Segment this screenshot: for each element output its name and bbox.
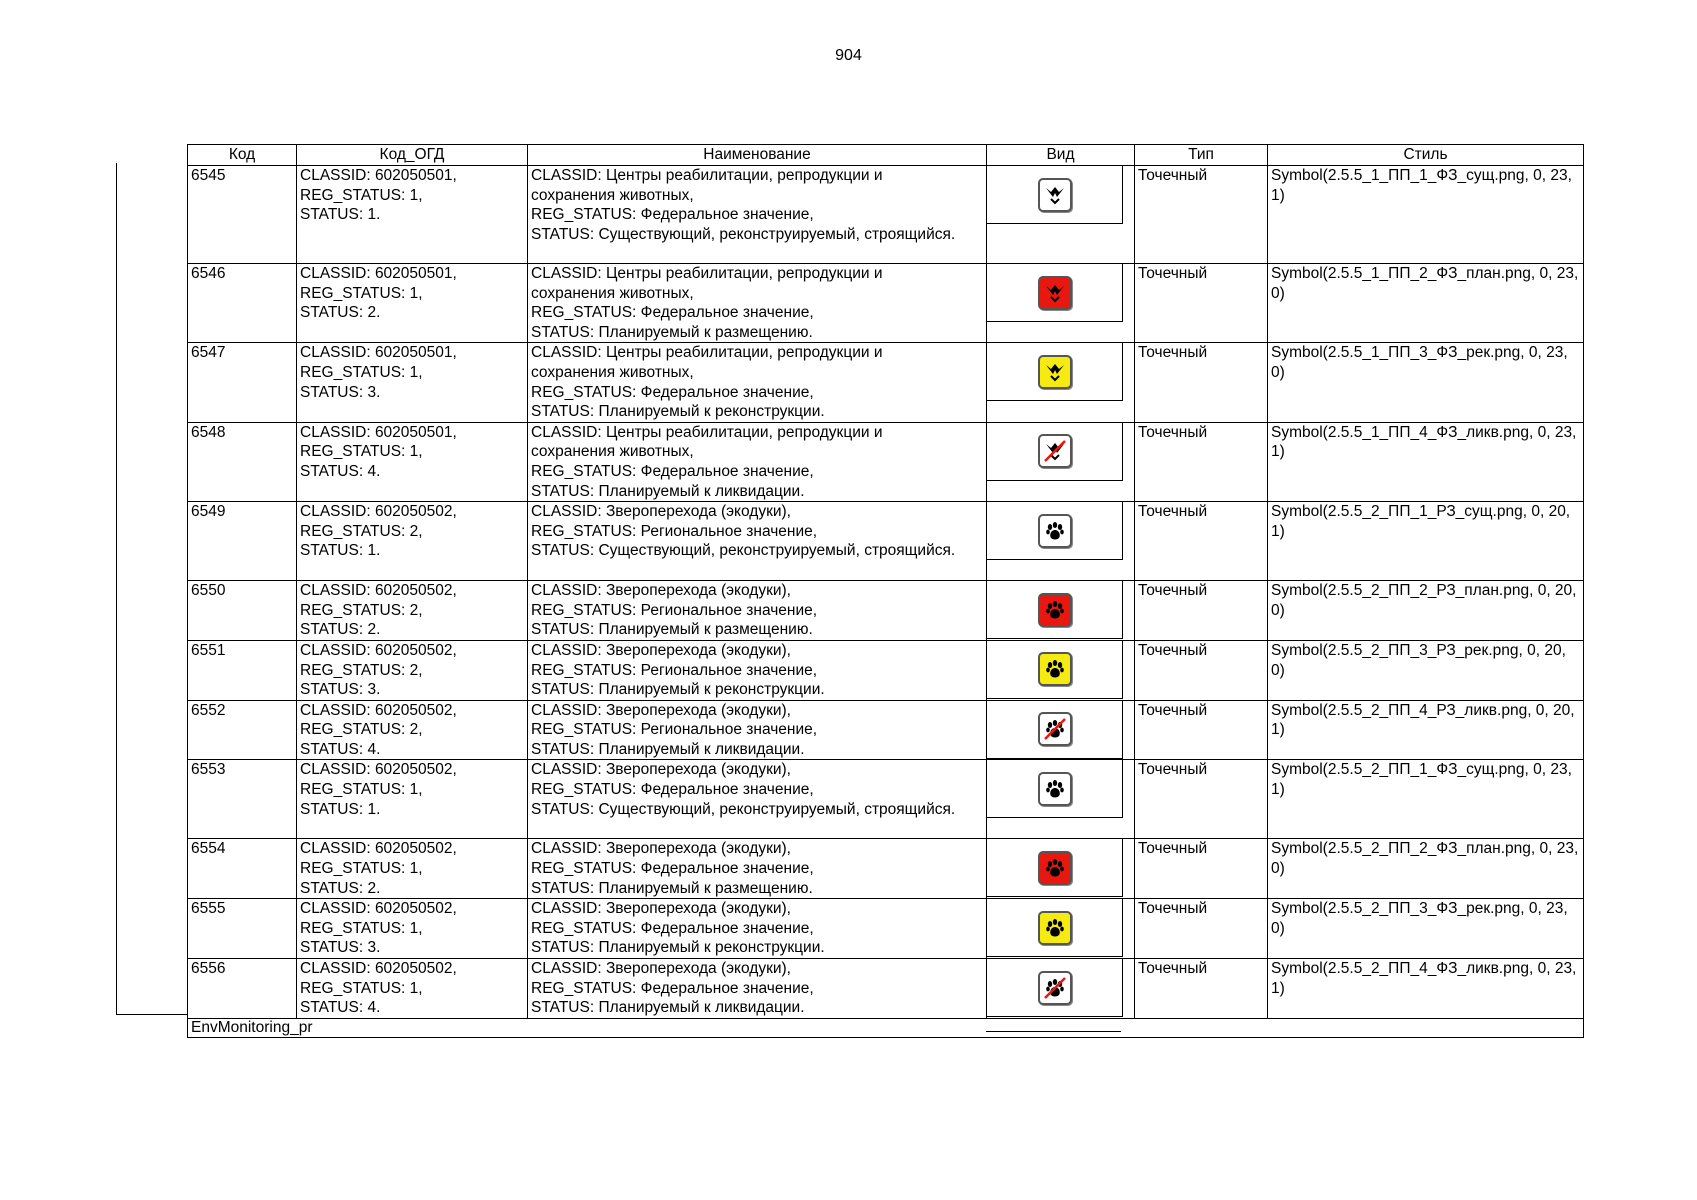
row-code: 6555: [188, 899, 297, 959]
row-type: Точечный: [1135, 760, 1268, 839]
row-style: Symbol(2.5.5_2_ПП_4_ФЗ_ликв.png, 0, 23, 1): [1268, 959, 1584, 1019]
row-type: Точечный: [1135, 343, 1268, 422]
margin-rule-horizontal: [116, 1014, 188, 1015]
row-code: 6549: [188, 502, 297, 581]
row-style: Symbol(2.5.5_1_ПП_4_ФЗ_ликв.png, 0, 23, 1): [1268, 422, 1584, 501]
page-number: 904: [835, 47, 862, 64]
row-code: 6551: [188, 640, 297, 700]
row-ogd-code: CLASSID: 602050501, REG_STATUS: 1, STATUS: 3.: [297, 343, 528, 422]
bird-icon: [1038, 178, 1072, 212]
row-code: 6554: [188, 839, 297, 899]
row-view: [987, 959, 1135, 1019]
row-view: [987, 502, 1135, 581]
row-type: Точечный: [1135, 899, 1268, 959]
row-view: [987, 343, 1135, 422]
paw-icon: [1038, 851, 1072, 885]
row-type: Точечный: [1135, 959, 1268, 1019]
row-name: CLASSID: Звероперехода (экодуки), REG_STATUS: Федеральное значение, STATUS: Существующий, реконструируемый, строящийся.: [528, 760, 987, 839]
symbol-frame: [987, 501, 1123, 560]
symbol-frame: [987, 759, 1123, 818]
symbol-frame: [987, 422, 1123, 481]
symbol-frame: [987, 580, 1123, 639]
row-name: CLASSID: Звероперехода (экодуки), REG_STATUS: Региональное значение, STATUS: Планируемый к размещению.: [528, 581, 987, 641]
table-header-row: [188, 145, 1584, 166]
symbol-registry-table: [187, 144, 1584, 1038]
row-style: Symbol(2.5.5_2_ПП_4_РЗ_ликв.png, 0, 20, 1): [1268, 700, 1584, 760]
row-name: CLASSID: Центры реабилитации, репродукции и сохранения животных, REG_STATUS: Федеральное значение, STATUS: Планируемый к размещению.: [528, 264, 987, 343]
row-code: 6547: [188, 343, 297, 422]
table-row: [188, 839, 1584, 899]
row-ogd-code: CLASSID: 602050502, REG_STATUS: 2, STATUS: 2.: [297, 581, 528, 641]
table-row: [188, 700, 1584, 760]
row-name: CLASSID: Звероперехода (экодуки), REG_STATUS: Региональное значение, STATUS: Планируемый к реконструкции.: [528, 640, 987, 700]
row-type: Точечный: [1135, 839, 1268, 899]
row-name: CLASSID: Центры реабилитации, репродукции и сохранения животных, REG_STATUS: Федеральное значение, STATUS: Планируемый к реконструкции.: [528, 343, 987, 422]
row-code: 6545: [188, 166, 297, 264]
row-view: [987, 700, 1135, 760]
row-code: 6546: [188, 264, 297, 343]
paw-icon: [1038, 514, 1072, 548]
bird-icon: [1038, 355, 1072, 389]
bird-icon: [1038, 434, 1072, 468]
paw-icon: [1038, 712, 1072, 746]
table-row: [188, 264, 1584, 343]
row-ogd-code: CLASSID: 602050502, REG_STATUS: 1, STATUS: 2.: [297, 839, 528, 899]
symbol-frame: [987, 838, 1123, 897]
paw-icon: [1038, 652, 1072, 686]
table-row: [188, 959, 1584, 1019]
layer-name: EnvMonitoring_pr: [188, 1018, 1584, 1037]
row-style: Symbol(2.5.5_2_ПП_1_РЗ_сущ.png, 0, 20, 1): [1268, 502, 1584, 581]
paw-icon: [1038, 911, 1072, 945]
row-ogd-code: CLASSID: 602050502, REG_STATUS: 2, STATUS: 3.: [297, 640, 528, 700]
row-type: Точечный: [1135, 166, 1268, 264]
row-code: 6553: [188, 760, 297, 839]
row-style: Symbol(2.5.5_2_ПП_3_ФЗ_рек.png, 0, 23, 0): [1268, 899, 1584, 959]
row-code: 6552: [188, 700, 297, 760]
row-style: Symbol(2.5.5_1_ПП_2_ФЗ_план.png, 0, 23, 0): [1268, 264, 1584, 343]
symbol-frame: [987, 958, 1123, 1017]
paw-icon: [1038, 772, 1072, 806]
row-name: CLASSID: Звероперехода (экодуки), REG_STATUS: Региональное значение, STATUS: Планируемый к ликвидации.: [528, 700, 987, 760]
row-style: Symbol(2.5.5_2_ПП_1_ФЗ_сущ.png, 0, 23, 1): [1268, 760, 1584, 839]
symbol-frame: [987, 263, 1123, 322]
table-row: [188, 343, 1584, 422]
symbol-frame: [987, 165, 1123, 224]
row-style: Symbol(2.5.5_2_ПП_2_ФЗ_план.png, 0, 23, 0): [1268, 839, 1584, 899]
row-view: [987, 760, 1135, 839]
row-style: Symbol(2.5.5_1_ПП_1_ФЗ_сущ.png, 0, 23, 1): [1268, 166, 1584, 264]
symbol-frame: [987, 898, 1123, 957]
bird-icon: [1038, 276, 1072, 310]
row-name: CLASSID: Звероперехода (экодуки), REG_STATUS: Федеральное значение, STATUS: Планируемый к размещению.: [528, 839, 987, 899]
row-view: [987, 899, 1135, 959]
header-type: Тип: [1135, 145, 1268, 166]
paw-icon: [1038, 971, 1072, 1005]
table-row: [188, 502, 1584, 581]
row-type: Точечный: [1135, 422, 1268, 501]
table-row: [188, 422, 1584, 501]
row-style: Symbol(2.5.5_1_ПП_3_ФЗ_рек.png, 0, 23, 0): [1268, 343, 1584, 422]
row-style: Symbol(2.5.5_2_ПП_2_РЗ_план.png, 0, 20, 0): [1268, 581, 1584, 641]
symbol-frame: [987, 342, 1123, 401]
row-code: 6548: [188, 422, 297, 501]
table-row: [188, 166, 1584, 264]
row-style: Symbol(2.5.5_2_ПП_3_РЗ_рек.png, 0, 20, 0): [1268, 640, 1584, 700]
row-ogd-code: CLASSID: 602050502, REG_STATUS: 2, STATUS: 4.: [297, 700, 528, 760]
symbol-frame: [987, 700, 1123, 759]
header-ogd-code: Код_ОГД: [297, 145, 528, 166]
row-name: CLASSID: Центры реабилитации, репродукции и сохранения животных, REG_STATUS: Федеральное значение, STATUS: Планируемый к ликвидации.: [528, 422, 987, 501]
row-ogd-code: CLASSID: 602050502, REG_STATUS: 1, STATUS: 4.: [297, 959, 528, 1019]
row-ogd-code: CLASSID: 602050502, REG_STATUS: 1, STATUS: 1.: [297, 760, 528, 839]
table-footer-row: [188, 1018, 1584, 1037]
paw-icon: [1038, 593, 1072, 627]
row-name: CLASSID: Звероперехода (экодуки), REG_STATUS: Федеральное значение, STATUS: Планируемый к реконструкции.: [528, 899, 987, 959]
table-row: [188, 581, 1584, 641]
margin-rule-vertical: [116, 163, 117, 1015]
row-ogd-code: CLASSID: 602050501, REG_STATUS: 1, STATUS: 4.: [297, 422, 528, 501]
header-name: Наименование: [528, 145, 987, 166]
view-column-footer-rule: [986, 1031, 1121, 1032]
row-name: CLASSID: Звероперехода (экодуки), REG_STATUS: Федеральное значение, STATUS: Планируемый к ликвидации.: [528, 959, 987, 1019]
row-ogd-code: CLASSID: 602050501, REG_STATUS: 1, STATUS: 1.: [297, 166, 528, 264]
header-view: Вид: [987, 145, 1135, 166]
row-type: Точечный: [1135, 581, 1268, 641]
row-view: [987, 422, 1135, 501]
row-code: 6556: [188, 959, 297, 1019]
row-type: Точечный: [1135, 502, 1268, 581]
row-type: Точечный: [1135, 640, 1268, 700]
row-view: [987, 166, 1135, 264]
table-row: [188, 640, 1584, 700]
row-view: [987, 839, 1135, 899]
row-view: [987, 640, 1135, 700]
row-type: Точечный: [1135, 264, 1268, 343]
row-view: [987, 581, 1135, 641]
header-style: Стиль: [1268, 145, 1584, 166]
row-ogd-code: CLASSID: 602050501, REG_STATUS: 1, STATUS: 2.: [297, 264, 528, 343]
header-code: Код: [188, 145, 297, 166]
table-row: [188, 760, 1584, 839]
row-view: [987, 264, 1135, 343]
row-ogd-code: CLASSID: 602050502, REG_STATUS: 2, STATUS: 1.: [297, 502, 528, 581]
row-type: Точечный: [1135, 700, 1268, 760]
row-name: CLASSID: Звероперехода (экодуки), REG_STATUS: Региональное значение, STATUS: Существующий, реконструируемый, строящийся.: [528, 502, 987, 581]
table-row: [188, 899, 1584, 959]
row-name: CLASSID: Центры реабилитации, репродукции и сохранения животных, REG_STATUS: Федеральное значение, STATUS: Существующий, реконструируемый, строящийся.: [528, 166, 987, 264]
row-code: 6550: [188, 581, 297, 641]
row-ogd-code: CLASSID: 602050502, REG_STATUS: 1, STATUS: 3.: [297, 899, 528, 959]
symbol-frame: [987, 640, 1123, 699]
